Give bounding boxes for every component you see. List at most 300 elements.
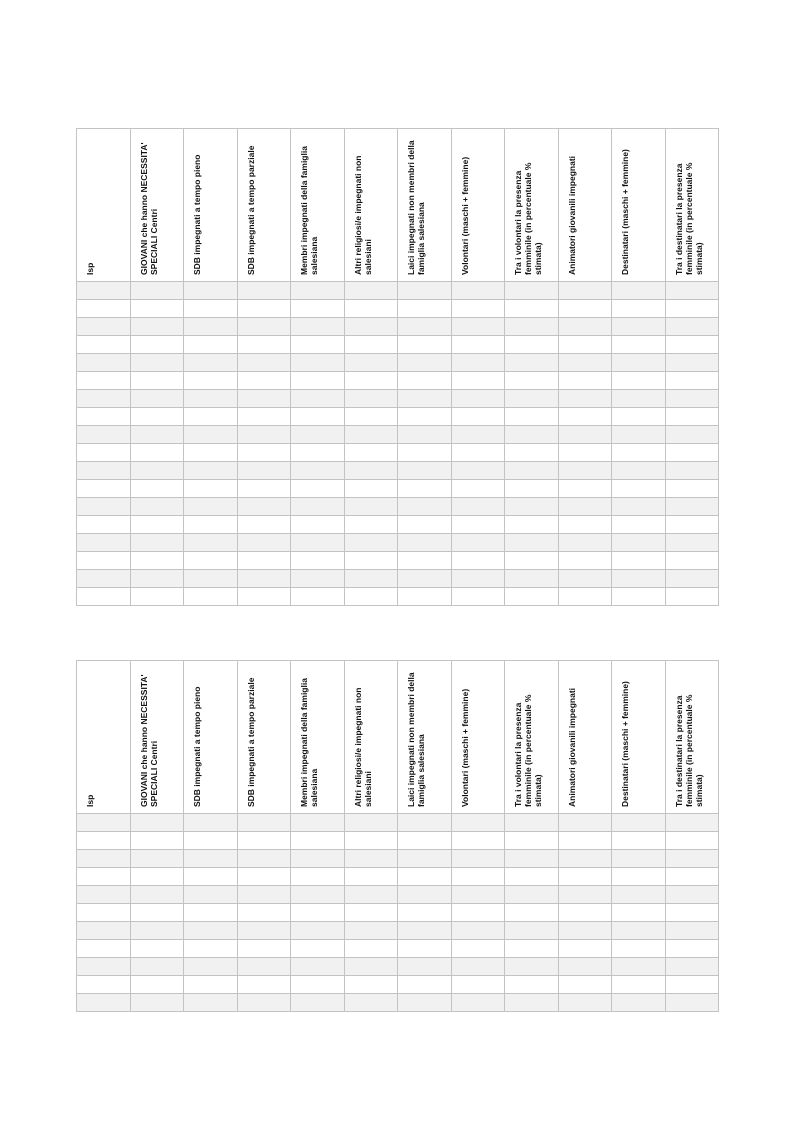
table-cell[interactable] <box>665 498 719 516</box>
table-cell[interactable] <box>665 904 719 922</box>
table-cell[interactable] <box>505 444 559 462</box>
table-cell[interactable] <box>130 354 184 372</box>
table-cell[interactable] <box>505 372 559 390</box>
table-cell[interactable] <box>451 498 505 516</box>
table-cell[interactable] <box>291 354 345 372</box>
table-cell[interactable] <box>612 570 666 588</box>
table-cell[interactable] <box>344 588 398 606</box>
table-cell[interactable] <box>291 480 345 498</box>
table-cell[interactable] <box>665 336 719 354</box>
table-cell[interactable] <box>77 336 131 354</box>
table-cell[interactable] <box>237 958 291 976</box>
table-cell[interactable] <box>291 904 345 922</box>
table-cell[interactable] <box>398 922 452 940</box>
table-cell[interactable] <box>665 994 719 1012</box>
table-cell[interactable] <box>77 534 131 552</box>
table-cell[interactable] <box>612 832 666 850</box>
table-cell[interactable] <box>558 886 612 904</box>
table-cell[interactable] <box>451 904 505 922</box>
table-cell[interactable] <box>505 318 559 336</box>
table-cell[interactable] <box>665 976 719 994</box>
table-cell[interactable] <box>505 354 559 372</box>
table-cell[interactable] <box>398 354 452 372</box>
table-cell[interactable] <box>77 886 131 904</box>
table-cell[interactable] <box>184 994 238 1012</box>
table-cell[interactable] <box>451 408 505 426</box>
table-cell[interactable] <box>612 300 666 318</box>
table-cell[interactable] <box>451 868 505 886</box>
table-cell[interactable] <box>505 534 559 552</box>
table-cell[interactable] <box>291 408 345 426</box>
table-cell[interactable] <box>77 444 131 462</box>
table-cell[interactable] <box>398 336 452 354</box>
table-cell[interactable] <box>130 282 184 300</box>
table-cell[interactable] <box>612 408 666 426</box>
table-cell[interactable] <box>398 832 452 850</box>
table-cell[interactable] <box>184 462 238 480</box>
table-cell[interactable] <box>237 940 291 958</box>
table-cell[interactable] <box>77 552 131 570</box>
table-cell[interactable] <box>291 994 345 1012</box>
table-cell[interactable] <box>130 850 184 868</box>
table-cell[interactable] <box>237 570 291 588</box>
table-cell[interactable] <box>77 390 131 408</box>
table-cell[interactable] <box>130 498 184 516</box>
table-cell[interactable] <box>344 994 398 1012</box>
table-cell[interactable] <box>558 390 612 408</box>
table-cell[interactable] <box>612 958 666 976</box>
table-cell[interactable] <box>505 922 559 940</box>
table-cell[interactable] <box>451 354 505 372</box>
table-cell[interactable] <box>237 534 291 552</box>
table-cell[interactable] <box>451 444 505 462</box>
table-cell[interactable] <box>237 408 291 426</box>
table-cell[interactable] <box>291 552 345 570</box>
table-cell[interactable] <box>77 832 131 850</box>
table-cell[interactable] <box>398 282 452 300</box>
table-cell[interactable] <box>612 886 666 904</box>
table-cell[interactable] <box>237 886 291 904</box>
table-cell[interactable] <box>451 552 505 570</box>
table-cell[interactable] <box>130 444 184 462</box>
table-cell[interactable] <box>558 426 612 444</box>
table-cell[interactable] <box>505 282 559 300</box>
table-cell[interactable] <box>77 958 131 976</box>
table-cell[interactable] <box>237 552 291 570</box>
table-cell[interactable] <box>130 958 184 976</box>
table-cell[interactable] <box>237 444 291 462</box>
table-cell[interactable] <box>665 282 719 300</box>
table-cell[interactable] <box>505 994 559 1012</box>
table-cell[interactable] <box>237 868 291 886</box>
table-cell[interactable] <box>505 426 559 444</box>
table-cell[interactable] <box>344 462 398 480</box>
table-cell[interactable] <box>558 408 612 426</box>
table-cell[interactable] <box>184 480 238 498</box>
table-cell[interactable] <box>505 850 559 868</box>
table-cell[interactable] <box>398 498 452 516</box>
table-cell[interactable] <box>344 850 398 868</box>
table-cell[interactable] <box>612 462 666 480</box>
table-cell[interactable] <box>184 588 238 606</box>
table-cell[interactable] <box>291 498 345 516</box>
table-cell[interactable] <box>184 814 238 832</box>
table-cell[interactable] <box>558 300 612 318</box>
table-cell[interactable] <box>665 868 719 886</box>
table-cell[interactable] <box>77 814 131 832</box>
table-cell[interactable] <box>291 850 345 868</box>
table-cell[interactable] <box>612 498 666 516</box>
table-cell[interactable] <box>184 850 238 868</box>
table-cell[interactable] <box>184 336 238 354</box>
table-cell[interactable] <box>344 318 398 336</box>
table-cell[interactable] <box>398 408 452 426</box>
table-cell[interactable] <box>184 904 238 922</box>
table-cell[interactable] <box>558 444 612 462</box>
table-cell[interactable] <box>184 534 238 552</box>
table-cell[interactable] <box>398 868 452 886</box>
table-cell[interactable] <box>291 832 345 850</box>
table-cell[interactable] <box>612 850 666 868</box>
table-cell[interactable] <box>558 922 612 940</box>
table-cell[interactable] <box>184 318 238 336</box>
table-cell[interactable] <box>612 922 666 940</box>
table-cell[interactable] <box>505 976 559 994</box>
table-cell[interactable] <box>612 390 666 408</box>
table-cell[interactable] <box>237 390 291 408</box>
table-cell[interactable] <box>77 282 131 300</box>
table-cell[interactable] <box>291 444 345 462</box>
table-cell[interactable] <box>398 940 452 958</box>
table-cell[interactable] <box>558 534 612 552</box>
table-cell[interactable] <box>665 958 719 976</box>
table-cell[interactable] <box>77 570 131 588</box>
table-cell[interactable] <box>344 814 398 832</box>
table-cell[interactable] <box>237 372 291 390</box>
table-cell[interactable] <box>130 300 184 318</box>
table-cell[interactable] <box>558 516 612 534</box>
table-cell[interactable] <box>558 940 612 958</box>
table-cell[interactable] <box>130 886 184 904</box>
table-cell[interactable] <box>612 516 666 534</box>
table-cell[interactable] <box>398 462 452 480</box>
table-cell[interactable] <box>237 832 291 850</box>
table-cell[interactable] <box>558 552 612 570</box>
table-cell[interactable] <box>344 958 398 976</box>
table-cell[interactable] <box>505 462 559 480</box>
table-cell[interactable] <box>398 814 452 832</box>
table-cell[interactable] <box>291 300 345 318</box>
table-cell[interactable] <box>505 300 559 318</box>
table-cell[interactable] <box>291 462 345 480</box>
table-cell[interactable] <box>77 426 131 444</box>
table-cell[interactable] <box>612 444 666 462</box>
table-cell[interactable] <box>451 832 505 850</box>
table-cell[interactable] <box>558 904 612 922</box>
table-cell[interactable] <box>184 390 238 408</box>
table-cell[interactable] <box>398 994 452 1012</box>
table-cell[interactable] <box>291 534 345 552</box>
table-cell[interactable] <box>291 516 345 534</box>
table-cell[interactable] <box>130 570 184 588</box>
table-cell[interactable] <box>505 832 559 850</box>
table-cell[interactable] <box>184 570 238 588</box>
table-cell[interactable] <box>130 516 184 534</box>
table-cell[interactable] <box>237 354 291 372</box>
table-cell[interactable] <box>237 922 291 940</box>
table-cell[interactable] <box>344 336 398 354</box>
table-cell[interactable] <box>612 940 666 958</box>
table-cell[interactable] <box>558 498 612 516</box>
table-cell[interactable] <box>77 940 131 958</box>
table-cell[interactable] <box>77 408 131 426</box>
table-cell[interactable] <box>344 498 398 516</box>
table-cell[interactable] <box>558 480 612 498</box>
table-cell[interactable] <box>505 958 559 976</box>
table-cell[interactable] <box>184 516 238 534</box>
table-cell[interactable] <box>665 588 719 606</box>
table-cell[interactable] <box>665 516 719 534</box>
table-cell[interactable] <box>558 994 612 1012</box>
table-cell[interactable] <box>130 976 184 994</box>
table-cell[interactable] <box>184 868 238 886</box>
table-cell[interactable] <box>398 958 452 976</box>
table-cell[interactable] <box>505 516 559 534</box>
table-cell[interactable] <box>451 516 505 534</box>
table-cell[interactable] <box>184 408 238 426</box>
table-cell[interactable] <box>77 850 131 868</box>
table-cell[interactable] <box>237 994 291 1012</box>
table-cell[interactable] <box>130 372 184 390</box>
table-cell[interactable] <box>237 480 291 498</box>
table-cell[interactable] <box>237 462 291 480</box>
table-cell[interactable] <box>184 940 238 958</box>
table-cell[interactable] <box>398 390 452 408</box>
table-cell[interactable] <box>184 372 238 390</box>
table-cell[interactable] <box>130 940 184 958</box>
table-cell[interactable] <box>184 886 238 904</box>
table-cell[interactable] <box>398 976 452 994</box>
table-cell[interactable] <box>665 426 719 444</box>
table-cell[interactable] <box>77 480 131 498</box>
table-cell[interactable] <box>291 426 345 444</box>
table-cell[interactable] <box>451 372 505 390</box>
table-cell[interactable] <box>398 534 452 552</box>
table-cell[interactable] <box>184 300 238 318</box>
table-cell[interactable] <box>77 354 131 372</box>
table-cell[interactable] <box>665 814 719 832</box>
table-cell[interactable] <box>184 354 238 372</box>
table-cell[interactable] <box>344 832 398 850</box>
table-cell[interactable] <box>344 570 398 588</box>
table-cell[interactable] <box>612 372 666 390</box>
table-cell[interactable] <box>665 462 719 480</box>
table-cell[interactable] <box>344 886 398 904</box>
table-cell[interactable] <box>77 318 131 336</box>
table-cell[interactable] <box>558 570 612 588</box>
table-cell[interactable] <box>558 588 612 606</box>
table-cell[interactable] <box>665 570 719 588</box>
table-cell[interactable] <box>237 426 291 444</box>
table-cell[interactable] <box>398 480 452 498</box>
table-cell[interactable] <box>612 994 666 1012</box>
table-cell[interactable] <box>237 814 291 832</box>
table-cell[interactable] <box>505 588 559 606</box>
table-cell[interactable] <box>344 426 398 444</box>
table-cell[interactable] <box>665 832 719 850</box>
table-cell[interactable] <box>558 462 612 480</box>
table-cell[interactable] <box>344 390 398 408</box>
table-cell[interactable] <box>344 922 398 940</box>
table-cell[interactable] <box>237 300 291 318</box>
table-cell[interactable] <box>505 886 559 904</box>
table-cell[interactable] <box>291 868 345 886</box>
table-cell[interactable] <box>237 850 291 868</box>
table-cell[interactable] <box>130 336 184 354</box>
table-cell[interactable] <box>398 516 452 534</box>
table-cell[interactable] <box>398 372 452 390</box>
table-cell[interactable] <box>558 354 612 372</box>
table-cell[interactable] <box>184 444 238 462</box>
table-cell[interactable] <box>612 814 666 832</box>
table-cell[interactable] <box>291 976 345 994</box>
table-cell[interactable] <box>291 372 345 390</box>
table-cell[interactable] <box>612 336 666 354</box>
table-cell[interactable] <box>77 976 131 994</box>
table-cell[interactable] <box>558 868 612 886</box>
table-cell[interactable] <box>130 480 184 498</box>
table-cell[interactable] <box>77 498 131 516</box>
table-cell[interactable] <box>505 814 559 832</box>
table-cell[interactable] <box>237 498 291 516</box>
table-cell[interactable] <box>291 940 345 958</box>
table-cell[interactable] <box>398 552 452 570</box>
table-cell[interactable] <box>291 390 345 408</box>
table-cell[interactable] <box>130 588 184 606</box>
table-cell[interactable] <box>665 354 719 372</box>
table-cell[interactable] <box>237 336 291 354</box>
table-cell[interactable] <box>505 868 559 886</box>
table-cell[interactable] <box>612 354 666 372</box>
table-cell[interactable] <box>505 552 559 570</box>
table-cell[interactable] <box>291 336 345 354</box>
table-cell[interactable] <box>558 372 612 390</box>
table-cell[interactable] <box>398 886 452 904</box>
table-cell[interactable] <box>344 354 398 372</box>
table-cell[interactable] <box>237 976 291 994</box>
table-cell[interactable] <box>451 922 505 940</box>
table-cell[interactable] <box>130 922 184 940</box>
table-cell[interactable] <box>612 534 666 552</box>
table-cell[interactable] <box>237 318 291 336</box>
table-cell[interactable] <box>665 318 719 336</box>
table-cell[interactable] <box>77 868 131 886</box>
table-cell[interactable] <box>612 588 666 606</box>
table-cell[interactable] <box>558 336 612 354</box>
table-cell[interactable] <box>665 408 719 426</box>
table-cell[interactable] <box>665 390 719 408</box>
table-cell[interactable] <box>505 904 559 922</box>
table-cell[interactable] <box>77 922 131 940</box>
table-cell[interactable] <box>665 922 719 940</box>
table-cell[interactable] <box>612 318 666 336</box>
table-cell[interactable] <box>291 282 345 300</box>
table-cell[interactable] <box>398 444 452 462</box>
table-cell[interactable] <box>398 570 452 588</box>
table-cell[interactable] <box>184 958 238 976</box>
table-cell[interactable] <box>77 300 131 318</box>
table-cell[interactable] <box>130 832 184 850</box>
table-cell[interactable] <box>237 282 291 300</box>
table-cell[interactable] <box>451 390 505 408</box>
table-cell[interactable] <box>451 300 505 318</box>
table-cell[interactable] <box>130 868 184 886</box>
table-cell[interactable] <box>130 318 184 336</box>
table-cell[interactable] <box>184 498 238 516</box>
table-cell[interactable] <box>451 426 505 444</box>
table-cell[interactable] <box>344 940 398 958</box>
table-cell[interactable] <box>130 552 184 570</box>
table-cell[interactable] <box>451 318 505 336</box>
table-cell[interactable] <box>451 282 505 300</box>
table-cell[interactable] <box>344 976 398 994</box>
table-cell[interactable] <box>291 570 345 588</box>
table-cell[interactable] <box>184 282 238 300</box>
table-cell[interactable] <box>184 922 238 940</box>
table-cell[interactable] <box>451 570 505 588</box>
table-cell[interactable] <box>130 994 184 1012</box>
table-cell[interactable] <box>291 886 345 904</box>
table-cell[interactable] <box>505 480 559 498</box>
table-cell[interactable] <box>344 534 398 552</box>
table-cell[interactable] <box>344 480 398 498</box>
table-cell[interactable] <box>665 552 719 570</box>
table-cell[interactable] <box>398 300 452 318</box>
table-cell[interactable] <box>558 976 612 994</box>
table-cell[interactable] <box>291 922 345 940</box>
table-cell[interactable] <box>665 850 719 868</box>
table-cell[interactable] <box>665 534 719 552</box>
table-cell[interactable] <box>558 282 612 300</box>
table-cell[interactable] <box>77 462 131 480</box>
table-cell[interactable] <box>451 850 505 868</box>
table-cell[interactable] <box>451 480 505 498</box>
table-cell[interactable] <box>665 444 719 462</box>
table-cell[interactable] <box>291 588 345 606</box>
table-cell[interactable] <box>665 300 719 318</box>
table-cell[interactable] <box>612 868 666 886</box>
table-cell[interactable] <box>237 588 291 606</box>
table-cell[interactable] <box>344 904 398 922</box>
table-cell[interactable] <box>130 408 184 426</box>
table-cell[interactable] <box>130 534 184 552</box>
table-cell[interactable] <box>612 904 666 922</box>
table-cell[interactable] <box>237 904 291 922</box>
table-cell[interactable] <box>505 336 559 354</box>
table-cell[interactable] <box>398 850 452 868</box>
table-cell[interactable] <box>505 570 559 588</box>
table-cell[interactable] <box>130 426 184 444</box>
table-cell[interactable] <box>451 462 505 480</box>
table-cell[interactable] <box>451 940 505 958</box>
table-cell[interactable] <box>130 462 184 480</box>
table-cell[interactable] <box>291 318 345 336</box>
table-cell[interactable] <box>451 814 505 832</box>
table-cell[interactable] <box>130 904 184 922</box>
table-cell[interactable] <box>398 588 452 606</box>
table-cell[interactable] <box>344 552 398 570</box>
table-cell[interactable] <box>505 408 559 426</box>
